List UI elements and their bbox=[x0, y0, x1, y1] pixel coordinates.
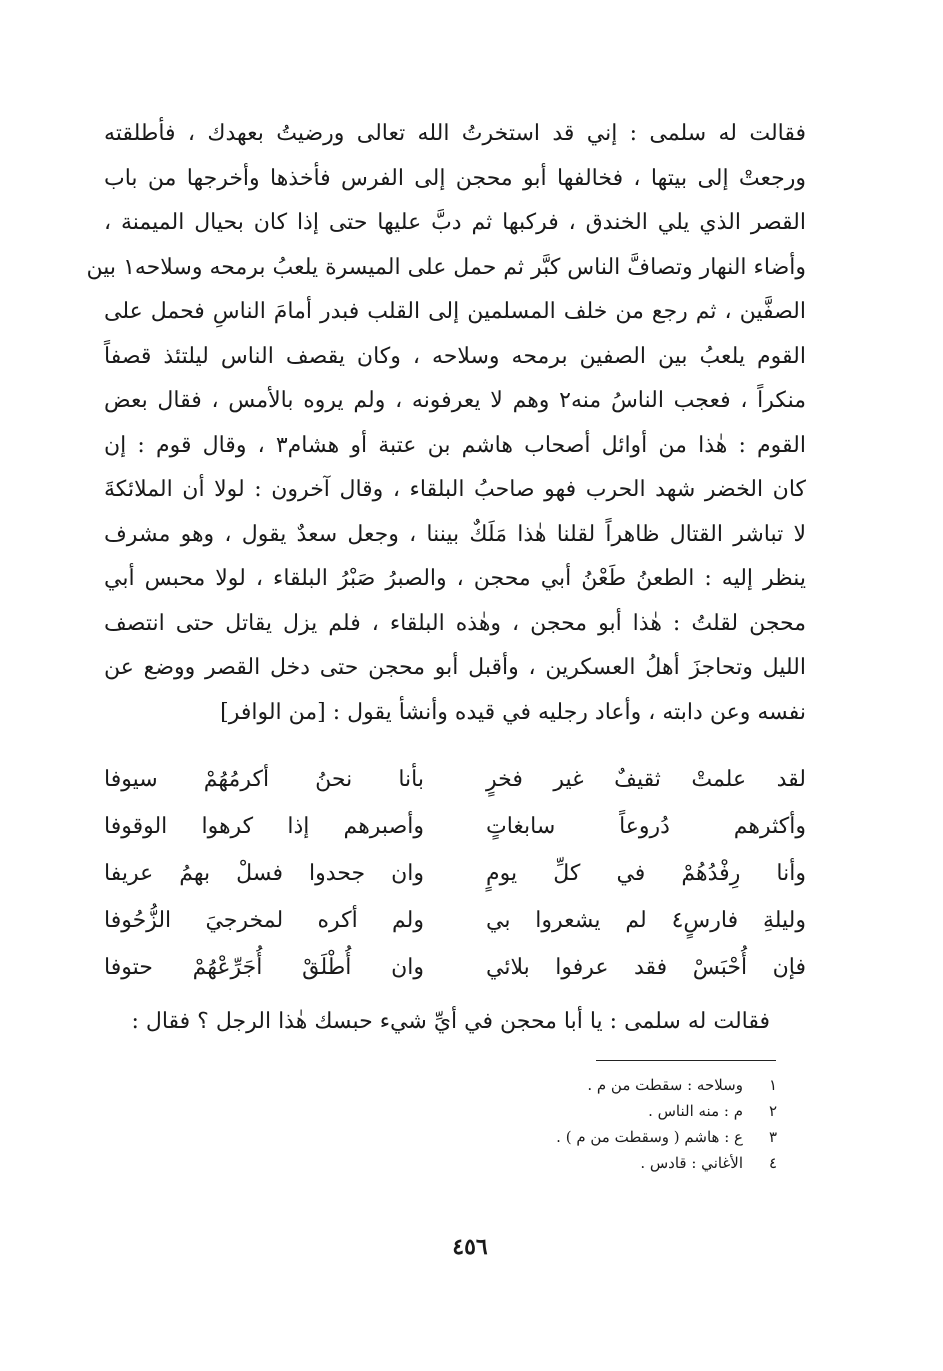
poem-verse bbox=[104, 803, 806, 850]
footnote-text: وسلاحه : سقطت من م . bbox=[587, 1076, 743, 1094]
verse-first-hemistich: لقد علمتْ ثقيفٌ غير فخرٍ bbox=[486, 767, 806, 792]
paragraph-line: الليل وتحاجزَ أهلُ العسكرين ، وأقبل أبو محجن حتى دخل القصر ووضع عن bbox=[104, 655, 806, 680]
paragraph-line: القوم يلعبُ بين الصفين برمحه وسلاحه ، وكان يقصف الناس ليلتئذ قصفاً bbox=[104, 343, 806, 369]
poem bbox=[104, 756, 806, 991]
paragraph-line: لا تباشر القتال ظاهراً لقلنا هٰذا مَلَكٌ بيننا ، وجعل سعدٌ يقول ، وهو مشرف bbox=[104, 521, 806, 547]
poem-verse bbox=[104, 756, 806, 803]
verse-second-hemistich: بأنا نحنُ أكرمُهُمْ سيوفا bbox=[104, 767, 424, 792]
page-number: ٤٥٦ bbox=[452, 1234, 488, 1260]
footnote-number: ٢ bbox=[768, 1102, 777, 1120]
footnote-number: ٤ bbox=[768, 1154, 777, 1172]
paragraph-line: فقالت له سلمى : إني قد استخرتُ الله تعالى ورضيتُ بعهدك ، فأطلقته bbox=[104, 121, 806, 146]
verse-first-hemistich: وليلةِ فارسٍ٤ لم يشعروا بي bbox=[486, 908, 806, 933]
poem-verse bbox=[104, 897, 806, 944]
footnote-number: ٣ bbox=[768, 1128, 777, 1146]
paragraph-line: وأضاء النهار وتصافَّ الناس كبَّر ثم حمل على الميسرة يلعبُ برمحه وسلاحه١ بين bbox=[86, 254, 806, 280]
verse-first-hemistich: وأكثرهم دُروعاً سابغاتٍ bbox=[486, 814, 806, 839]
footnote-text: م : منه الناس . bbox=[648, 1102, 743, 1120]
verse-second-hemistich: وأصبرهم إذا كرهوا الوقوفا bbox=[104, 814, 424, 839]
footnote bbox=[480, 1072, 777, 1098]
paragraph-line: منكراً ، فعجب الناسُ منه٢ وهم لا يعرفونه ، ولم يروه بالأمس ، فقال بعض bbox=[104, 388, 806, 413]
footnote bbox=[480, 1150, 777, 1176]
verse-second-hemistich: ولم أكره لمخرجيَ الزُّحُوفا bbox=[104, 908, 424, 933]
paragraph-line: محجن لقلتُ : هٰذا أبو محجن ، وهٰذه البلقاء ، فلم يزل يقاتل حتى انتصف bbox=[104, 610, 806, 636]
paragraph-line: ينظر إليه : الطعنُ طَعْنُ أبي محجن ، والصبرُ صَبْرُ البلقاء ، لولا محبس أبي bbox=[104, 566, 806, 591]
main-paragraph bbox=[86, 112, 806, 735]
paragraph-line: ورجعتْ إلى بيتها ، فخالفها أبو محجن إلى الفرس فأخذها وأخرجها من باب bbox=[104, 165, 806, 191]
verse-first-hemistich: وأنا رِفْدُهُمْ في كلِّ يومٍ bbox=[486, 861, 806, 886]
footnote bbox=[480, 1098, 777, 1124]
footnote-number: ١ bbox=[768, 1076, 777, 1094]
paragraph-line: القصر الذي يلي الخندق ، فركبها ثم دبَّ عليها حتى إذا كان بحيال الميمنة ، bbox=[104, 210, 806, 235]
paragraph-line: الصفَّين ، ثم رجع من خلف المسلمين إلى القلب فبدر أمامَ الناسِ فحمل على bbox=[104, 299, 806, 324]
paragraph-line: نفسه وعن دابته ، وأعاد رجليه في قيده وأنشأ يقول : [من الوافر] bbox=[220, 699, 806, 725]
footnote-text: الأغاني : قادس . bbox=[640, 1154, 743, 1172]
footnote bbox=[480, 1124, 777, 1150]
footnotes-list bbox=[480, 1072, 777, 1176]
paragraph-line: كان الخضر شهد الحرب فهو صاحبُ البلقاء ، وقال آخرون : لولا أن الملائكةَ bbox=[104, 477, 806, 502]
verse-first-hemistich: فإن أُحْبَسْ فقد عرفوا بلائي bbox=[486, 955, 806, 980]
verse-second-hemistich: وان جحدوا فسلْ بهمُ عريفا bbox=[104, 861, 424, 886]
footnote-text: ع : هاشم ( وسقطت من م ) . bbox=[556, 1128, 743, 1146]
poem-verse bbox=[104, 944, 806, 991]
footnote-divider bbox=[596, 1060, 776, 1061]
poem-verse bbox=[104, 850, 806, 897]
closing-paragraph: فقالت له سلمى : يا أبا محجن في أيِّ شيء حبسك هٰذا الرجل ؟ فقال : bbox=[131, 1009, 770, 1034]
paragraph-line: القوم : هٰذا من أوائل أصحاب هاشم بن عتبة أو هشام٣ ، وقال قوم : إن bbox=[104, 432, 806, 458]
verse-second-hemistich: وان أُطْلَقْ أُجَرِّعْهُمْ حتوفا bbox=[104, 955, 424, 980]
